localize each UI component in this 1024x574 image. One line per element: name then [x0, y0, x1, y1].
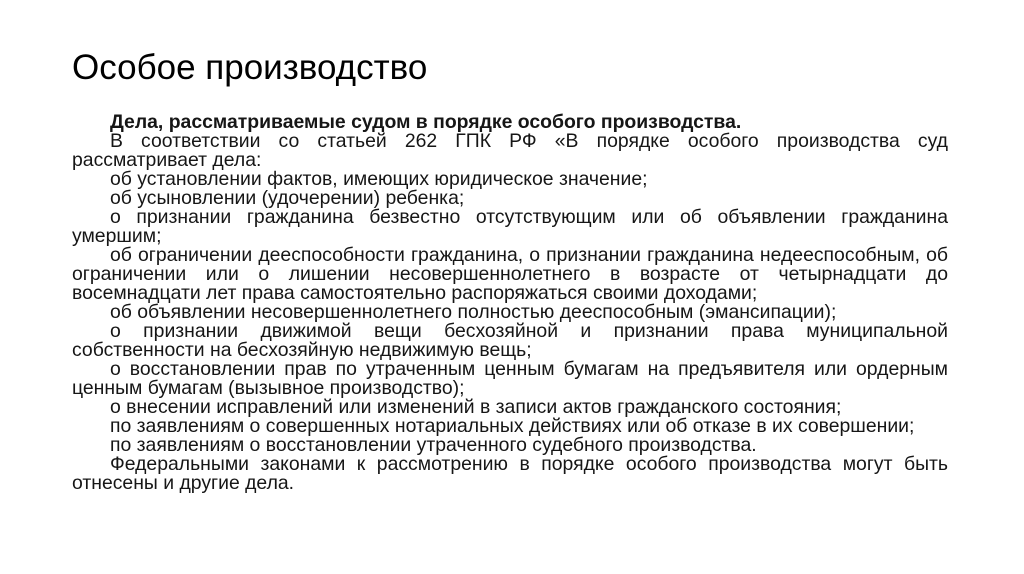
list-item: о признании движимой вещи бесхозяйной и признании права муниципальной собственности на бесхозяйную недвижимую вещь;: [72, 320, 948, 361]
list-item: о восстановлении прав по утраченным ценным бумагам на предъявителя или ордерным ценным бумагам (вызывное производство);: [72, 358, 948, 399]
body-heading: Дела, рассматриваемые судом в порядке особого производства.: [110, 111, 742, 133]
list-item: об ограничении дееспособности гражданина, о признании гражданина недееспособным, об ограничении или о лишении несовершеннолетнего в возрасте от четырнадцати до восемнадцати лет права самостоятельно распоряжаться своими доходами;: [72, 244, 948, 304]
list-item: по заявлениям о восстановлении утраченного судебного производства.: [110, 434, 757, 456]
list-item: о внесении исправлений или изменений в записи актов гражданского состояния;: [110, 396, 842, 418]
body-paragraph: В соответствии со статьей 262 ГПК РФ «В порядке особого производства суд рассматривает дела:: [72, 130, 948, 171]
list-item: о признании гражданина безвестно отсутствующим или об объявлении гражданина умершим;: [72, 206, 948, 247]
body-paragraph: Федеральными законами к рассмотрению в порядке особого производства могут быть отнесены и другие дела.: [72, 453, 948, 494]
slide-title: Особое производство: [72, 48, 428, 87]
list-item: по заявлениям о совершенных нотариальных действиях или об отказе в их совершении;: [110, 415, 915, 437]
slide-body: [72, 113, 948, 493]
list-item: об объявлении несовершеннолетнего полностью дееспособным (эмансипации);: [110, 301, 837, 323]
list-item: об установлении фактов, имеющих юридическое значение;: [110, 168, 648, 190]
list-item: об усыновлении (удочерении) ребенка;: [110, 187, 465, 209]
